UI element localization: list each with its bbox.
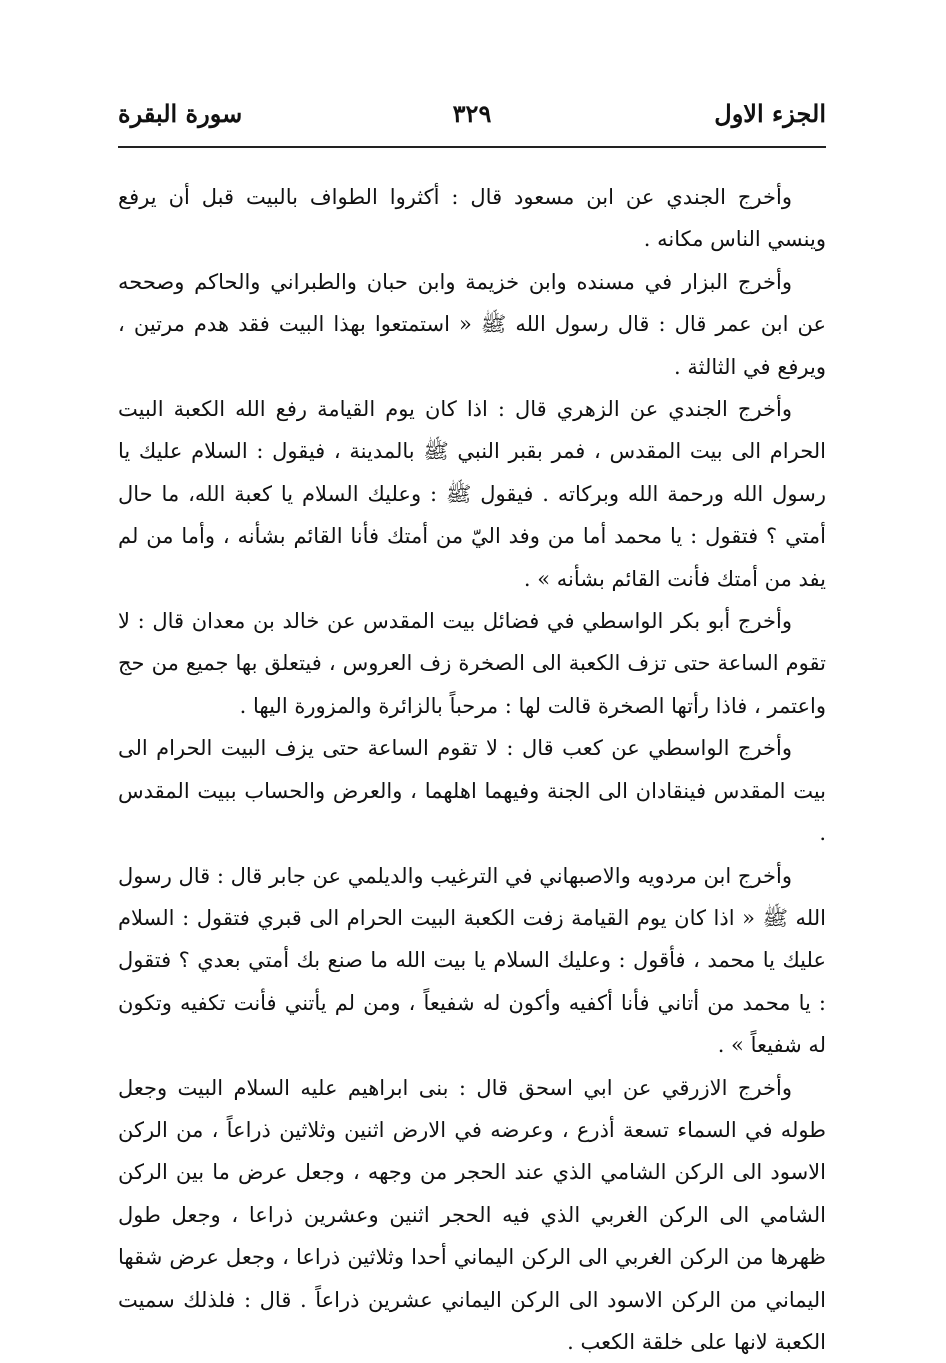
paragraph-6: وأخرج ابن مردويه والاصبهاني في الترغيب والديلمي عن جابر قال : قال رسول الله ﷺ « اذا كان يوم القيامة زفت الكعبة البيت الحرام الى قبري فتقول : السلام عليك يا محمد ، فأقول : وعليك السلام يا بيت الله ما صنع بك أمتي بعدي ؟ فتقول : يا محمد من أتاني فأنا أكفيه وأكون له شفيعاً ، ومن لم يأتني فأنت تكفيه وتكون له شفيعاً » . [118, 863, 826, 1058]
paragraph-3: وأخرج الجندي عن الزهري قال : اذا كان يوم القيامة رفع الله الكعبة البيت الحرام الى بيت المقدس ، فمر بقبر النبي ﷺ بالمدينة ، فيقول : السلام عليك يا رسول الله ورحمة الله وبركاته . فيقول ﷺ : وعليك السلام يا كعبة الله، ما حال أمتي ؟ فتقول : يا محمد أما من وفد اليّ من أمتك فأنا القائم بشأنه ، وأما من لم يفد من أمتك فأنت القائم بشأنه » . [118, 397, 826, 591]
paragraph-7: وأخرج الازرقي عن ابي اسحق قال : بنى ابراهيم عليه السلام البيت وجعل طوله في السماء تسعة أذرع ، وعرضه في الارض اثنين وثلاثين ذراعاً ، من الركن الاسود الى الركن الشامي الذي عند الحجر من وجهه ، وجعل عرض ما بين الركن الشامي الى الركن الغربي الذي فيه الحجر اثنين وعشرين ذراعا ، وجعل طول ظهرها من الركن الغربي الى الركن اليماني أحدا وثلاثين ذراعا ، وجعل عرض شقها اليماني من الركن الاسود الى الركن اليماني عشرين ذراعاً . قال : فلذلك سميت الكعبة لانها على خلقة الكعب . [118, 1075, 826, 1354]
page-header [118, 92, 826, 136]
paragraph-5: وأخرج الواسطي عن كعب قال : لا تقوم الساعة حتى يزف البيت الحرام الى بيت المقدس فينقادان الى الجنة وفيهما اهلهما ، والعرض والحساب ببيت المقدس . [118, 736, 826, 846]
header-divider [118, 146, 826, 148]
page-number: ٣٢٩ [452, 99, 492, 128]
volume-title: الجزء الاول [714, 99, 826, 128]
paragraph-2: وأخرج البزار في مسنده وابن خزيمة وابن حبان والطبراني والحاكم وصححه عن ابن عمر قال : قال رسول الله ﷺ « استمتعوا بهذا البيت فقد هدم مرتين ، ويرفع في الثالثة . [118, 269, 826, 379]
page-body [118, 176, 826, 1363]
surah-title: سورة البقرة [118, 99, 243, 128]
paragraph-1: وأخرج الجندي عن ابن مسعود قال : أكثروا الطواف بالبيت قبل أن يرفع وينسي الناس مكانه . [118, 185, 826, 252]
paragraph-4: وأخرج أبو بكر الواسطي في فضائل بيت المقدس عن خالد بن معدان قال : لا تقوم الساعة حتى تزف الكعبة الى الصخرة زف العروس ، فيتعلق بها جميع من حج واعتمر ، فاذا رأتها الصخرة قالت لها : مرحباً بالزائرة والمزورة اليها . [118, 609, 826, 718]
